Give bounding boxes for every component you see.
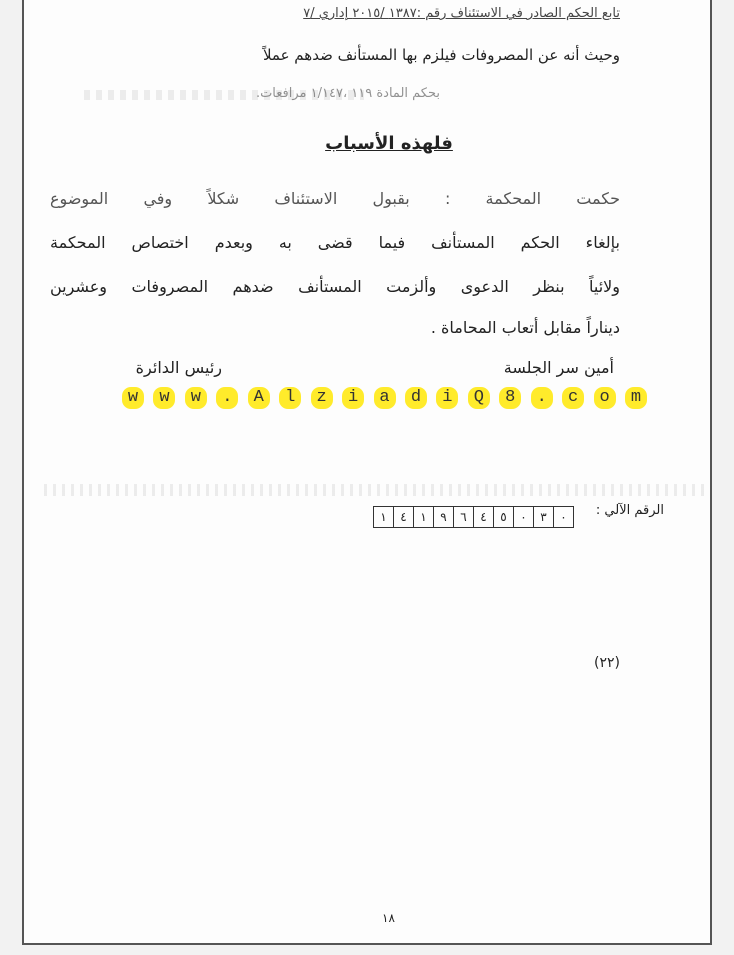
ruling-line-3: ولائياً بنظر الدعوى وألزمت المستأنف ضدهم المصروفات وعشرين xyxy=(50,277,620,296)
document-page xyxy=(22,0,712,945)
watermark-char: w xyxy=(153,387,175,409)
paragraph-article: بحكم المادة ١١٩ ،١/١٤٧ مرافعات. xyxy=(255,86,440,101)
automated-number-boxes xyxy=(373,506,574,528)
ruling-line-1: حكمت المحكمة : بقبول الاستئناف شكلاً وفي الموضوع xyxy=(50,189,620,208)
section-heading: فلهذه الأسباب xyxy=(325,133,453,154)
watermark-char: A xyxy=(248,387,270,409)
watermark-char: i xyxy=(436,387,458,409)
automated-number-digit: ٦ xyxy=(453,507,473,527)
watermark-char: o xyxy=(594,387,616,409)
automated-number-digit: ٣ xyxy=(533,507,553,527)
ruling-line-4: ديناراً مقابل أتعاب المحاماة . xyxy=(430,318,620,337)
automated-number-digit: ١ xyxy=(380,510,387,524)
watermark-url xyxy=(122,386,647,410)
automated-number-digit: ٤ xyxy=(473,507,493,527)
watermark-char: a xyxy=(374,387,396,409)
watermark-char: 8 xyxy=(499,387,521,409)
signature-circuit-head: رئيس الدائرة xyxy=(135,358,222,377)
watermark-char: . xyxy=(216,387,238,409)
watermark-char: Q xyxy=(468,387,490,409)
paragraph-costs: وحيث أنه عن المصروفات فيلزم بها المستأنف ضدهم عملاً xyxy=(262,46,620,64)
automated-number-digit: ٤ xyxy=(393,507,413,527)
automated-number-digit: ٥ xyxy=(493,507,513,527)
watermark-char: i xyxy=(342,387,364,409)
automated-number-digit: ٠ xyxy=(513,507,533,527)
automated-number-digit: ٠ xyxy=(553,507,573,527)
watermark-char: w xyxy=(122,387,144,409)
watermark-char: d xyxy=(405,387,427,409)
page-number: ١٨ xyxy=(382,911,395,925)
automated-number-label: الرقم الآلي : xyxy=(595,503,664,518)
header-line: تابع الحكم الصادر في الاستئناف رقم :١٣٨٧ /٢٠١٥ إداري /٧ xyxy=(303,6,620,21)
watermark-char: z xyxy=(311,387,333,409)
watermark-char: c xyxy=(562,387,584,409)
watermark-char: m xyxy=(625,387,647,409)
automated-number-digit: ١ xyxy=(413,507,433,527)
ruling-line-2: بإلغاء الحكم المستأنف فيما قضى به وبعدم اختصاص المحكمة xyxy=(50,233,620,252)
watermark-char: . xyxy=(531,387,553,409)
watermark-char: l xyxy=(279,387,301,409)
scan-noise-line xyxy=(44,484,704,496)
signature-session-secretary: أمين سر الجلسة xyxy=(503,358,614,377)
watermark-char: w xyxy=(185,387,207,409)
automated-number-digit: ٩ xyxy=(433,507,453,527)
page-reference: (٢٢) xyxy=(594,655,620,671)
